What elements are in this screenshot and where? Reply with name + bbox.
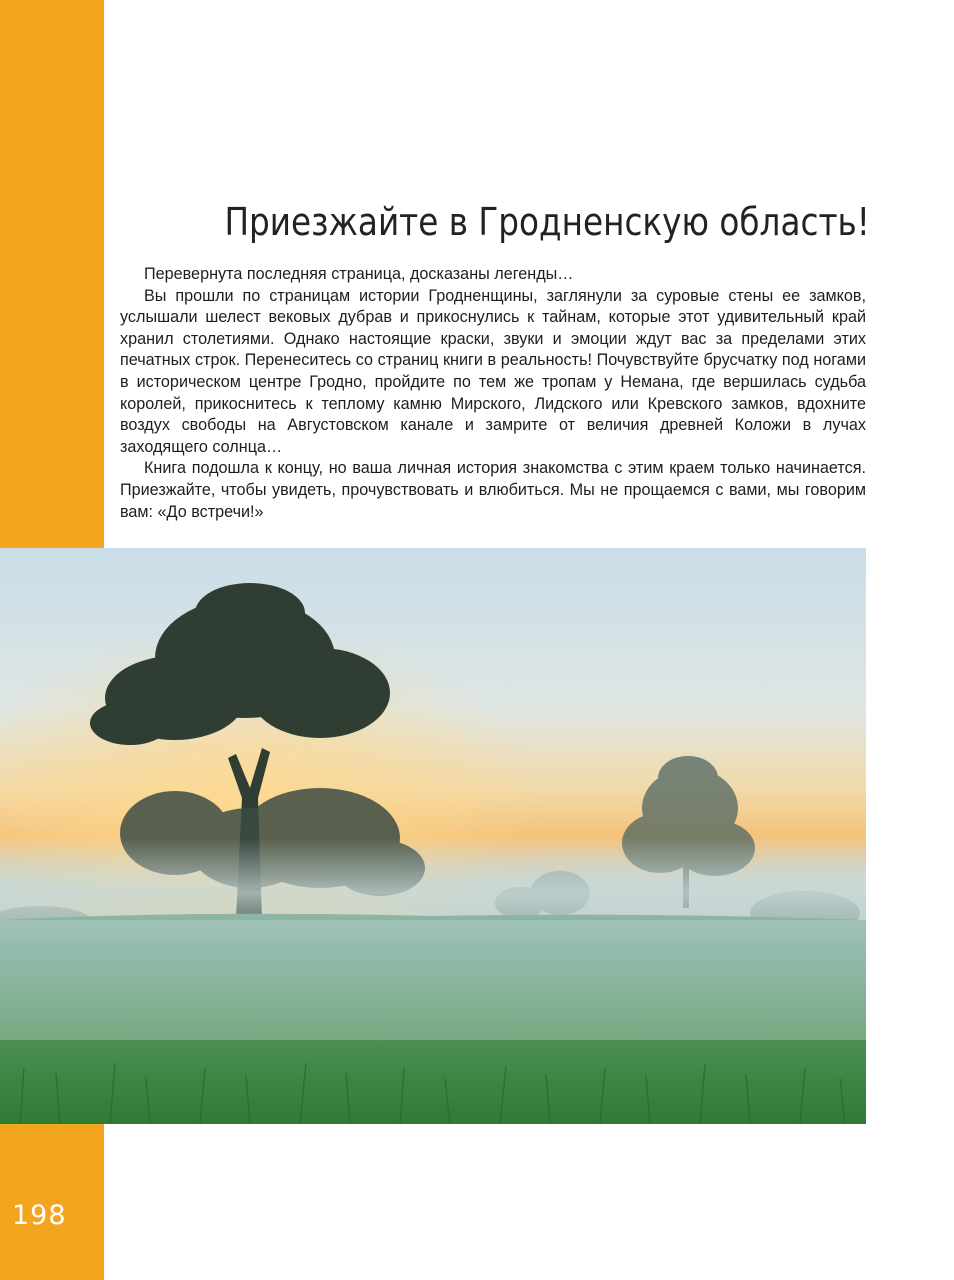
landscape-illustration: [0, 548, 866, 1124]
paragraph: Перевернута последняя страница, досказаны легенды…: [144, 265, 574, 283]
paragraph: Книга подошла к концу, но ваша личная история знакомства с этим краем только начинается. Приезжайте, чтобы увидеть, прочувствовать и влюбиться. Мы не прощаемся с вами, мы говорим вам: «До встречи!»: [120, 459, 866, 521]
page-title: Приезжайте в Гродненскую область!: [224, 200, 870, 244]
paragraph: Вы прошли по страницам истории Гродненщины, заглянули за суровые стены ее замков, услышали шелест вековых дубрав и прикоснулись к тайнам, которые этот удивительный край хранил столетиями. Однако настоящие краски, звуки и эмоции ждут вас за пределами этих печатных строк. Перенеситесь со страниц книги в реальность! Почувствуйте брусчатку под ногами в историческом центре Гродно, пройдите по тем же тропам у Немана, где вершилась судьба королей, прикоснитесь к теплому камню Мирского, Лидского или Кревского замков, вдохните воздух свободы на Августовском канале и замрите от величия древней Коложи в лучах заходящего солнца…: [120, 286, 866, 456]
landscape-photo: [0, 548, 866, 1124]
page-number: 198: [12, 1200, 67, 1231]
article-body: [120, 264, 866, 523]
side-color-bar-top: [0, 0, 104, 548]
ground-mist: [0, 920, 866, 1040]
